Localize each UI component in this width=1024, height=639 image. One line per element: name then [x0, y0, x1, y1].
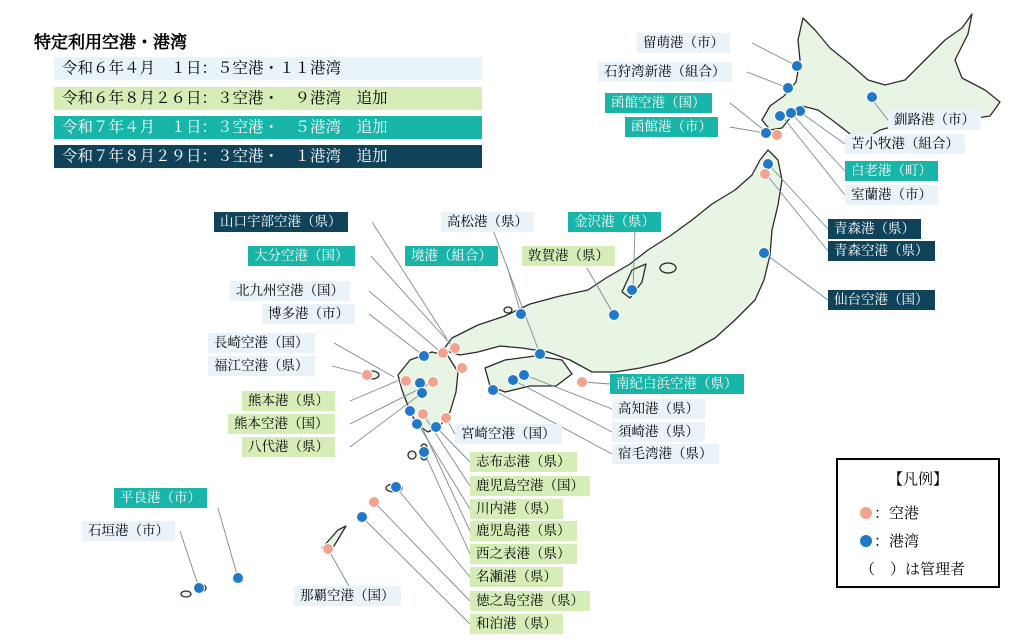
label-sendai-airport: 仙台空港（国） [828, 290, 935, 310]
marker-port-rumoi [792, 61, 803, 72]
label-ishikari: 石狩湾新港（組合） [598, 62, 732, 82]
label-sendai-kagoshima: 川内港（県） [470, 499, 563, 519]
label-kochi: 高知港（県） [612, 399, 705, 419]
iriomote [181, 591, 191, 597]
label-ishigaki: 石垣港（市） [82, 521, 175, 541]
marker-port-shibushi [431, 422, 442, 433]
label-naha: 那覇空港（国） [294, 586, 401, 606]
label-hakata: 博多港（市） [262, 304, 355, 324]
marker-port-hakata [419, 351, 430, 362]
marker-port-aomori-port [763, 159, 774, 170]
marker-port-kushiro [867, 92, 878, 103]
label-susaki: 須崎港（県） [612, 422, 705, 442]
marker-airport-yamaguchi [450, 343, 461, 354]
label-kumamoto-port: 熊本港（県） [242, 391, 335, 411]
label-miyazaki: 宮崎空港（国） [455, 424, 562, 444]
label-kushiro: 釧路港（市） [888, 110, 981, 130]
label-wadomari: 和泊港（県） [470, 614, 563, 634]
label-kagoshima-port: 鹿児島港（県） [470, 521, 577, 541]
label-kitakyushu: 北九州空港（国） [230, 281, 350, 301]
marker-airport-kumamoto-ap [428, 377, 439, 388]
label-shiraoi: 白老港（町） [845, 161, 938, 181]
label-kumamoto-airport: 熊本空港（国） [228, 414, 335, 434]
marker-port-sendai-kago [405, 406, 416, 417]
marker-airport-miyazaki [441, 413, 452, 424]
airport-dot-icon [860, 507, 872, 519]
marker-port-takamatsu [535, 349, 546, 360]
band-r6-april: 令和６年４月 １日：５空港・１１港湾 [54, 57, 482, 80]
legend-airport-row [860, 502, 919, 523]
marker-port-kochi [519, 370, 530, 381]
label-tsuruga: 敦賀港（県） [522, 246, 615, 266]
label-sukumo: 宿毛湾港（県） [612, 444, 719, 464]
marker-port-ishikari [783, 83, 794, 94]
label-nanki-shirahama: 南紀白浜空港（県） [610, 374, 744, 394]
marker-port-wadomari [357, 512, 368, 523]
label-nishinoomote: 西之表港（県） [470, 544, 577, 564]
port-dot-icon [860, 535, 872, 547]
label-rumoi: 留萌港（市） [637, 33, 730, 53]
legend-port-text: ：港湾 [874, 532, 920, 550]
label-nagasaki: 長崎空港（国） [208, 333, 315, 353]
marker-airport-naha [323, 544, 334, 555]
label-tokunoshima: 徳之島空港（県） [470, 591, 590, 611]
label-hakodate-airport: 函館空港（国） [605, 93, 712, 113]
marker-port-sukumo [488, 385, 499, 396]
label-yamaguchi-ube: 山口宇部空港（県） [214, 212, 348, 232]
legend-manager-text: は管理者 [905, 560, 966, 578]
legend-manager-row [860, 558, 965, 579]
marker-port-kagoshima-port [412, 419, 423, 430]
label-hakodate-port: 函館港（市） [625, 117, 718, 137]
marker-port-kanazawa [627, 285, 638, 296]
band-r7-april: 令和７年４月 １日：３空港・ ５港湾 追加 [54, 116, 482, 139]
marker-port-nishinoomote [419, 447, 430, 458]
band-r6-august: 令和６年８月２６日：３空港・ ９港湾 追加 [54, 87, 482, 110]
marker-port-tsuruga [609, 310, 620, 321]
label-tomakomai: 苫小牧港（組合） [845, 134, 965, 154]
marker-airport-aomori-ap [760, 169, 771, 180]
label-aomori-port: 青森港（県） [828, 219, 921, 239]
marker-airport-kitakyushu [438, 348, 449, 359]
marker-airport-hakodate-ap [772, 130, 783, 141]
sado [660, 263, 676, 273]
legend-title: 【凡例】 [887, 470, 948, 488]
marker-airport-kagoshima-ap [418, 409, 429, 420]
oki [504, 307, 512, 313]
marker-port-kumamoto-port [415, 378, 426, 389]
label-muroran: 室蘭港（市） [845, 185, 938, 205]
legend [836, 458, 1000, 588]
marker-airport-oita [457, 363, 468, 374]
marker-port-ishigaki [194, 583, 205, 594]
marker-port-sendai [759, 248, 770, 259]
legend-airport-text: ：空港 [874, 504, 920, 522]
legend-port-row [860, 530, 919, 551]
marker-port-hakodate-port [761, 128, 772, 139]
label-aomori-airport: 青森空港（県） [828, 241, 935, 261]
yakushima [408, 451, 416, 459]
marker-airport-fukue [362, 370, 373, 381]
label-sakaiminato: 境港（組合） [405, 246, 498, 266]
marker-port-shiraoi [786, 108, 797, 119]
label-naze: 名瀬港（県） [470, 567, 563, 587]
marker-airport-minami-kishu [577, 377, 588, 388]
label-kagoshima-airport: 鹿児島空港（国） [470, 476, 590, 496]
label-yatsushiro: 八代港（県） [242, 437, 335, 457]
marker-port-muroran [775, 111, 786, 122]
marker-port-hirara [233, 573, 244, 584]
marker-airport-tokunoshima [369, 497, 380, 508]
marker-airport-nagasaki [401, 376, 412, 387]
marker-port-sakai [516, 309, 527, 320]
marker-port-yatsushiro [417, 388, 428, 399]
marker-port-susaki [508, 375, 519, 386]
legend-paren: （ ） [860, 560, 906, 578]
label-shibushi: 志布志港（県） [470, 452, 577, 472]
label-kanazawa: 金沢港（県） [568, 212, 661, 232]
band-r7-august: 令和７年８月２９日：３空港・ １港湾 追加 [54, 145, 482, 168]
label-hirara: 平良港（市） [114, 488, 207, 508]
label-oita: 大分空港（国） [248, 246, 355, 266]
marker-port-naze [391, 482, 402, 493]
label-takamatsu: 高松港（県） [441, 212, 534, 232]
label-fukue: 福江空港（県） [208, 356, 315, 376]
page-title: 特定利用空港・港湾 [34, 33, 187, 53]
